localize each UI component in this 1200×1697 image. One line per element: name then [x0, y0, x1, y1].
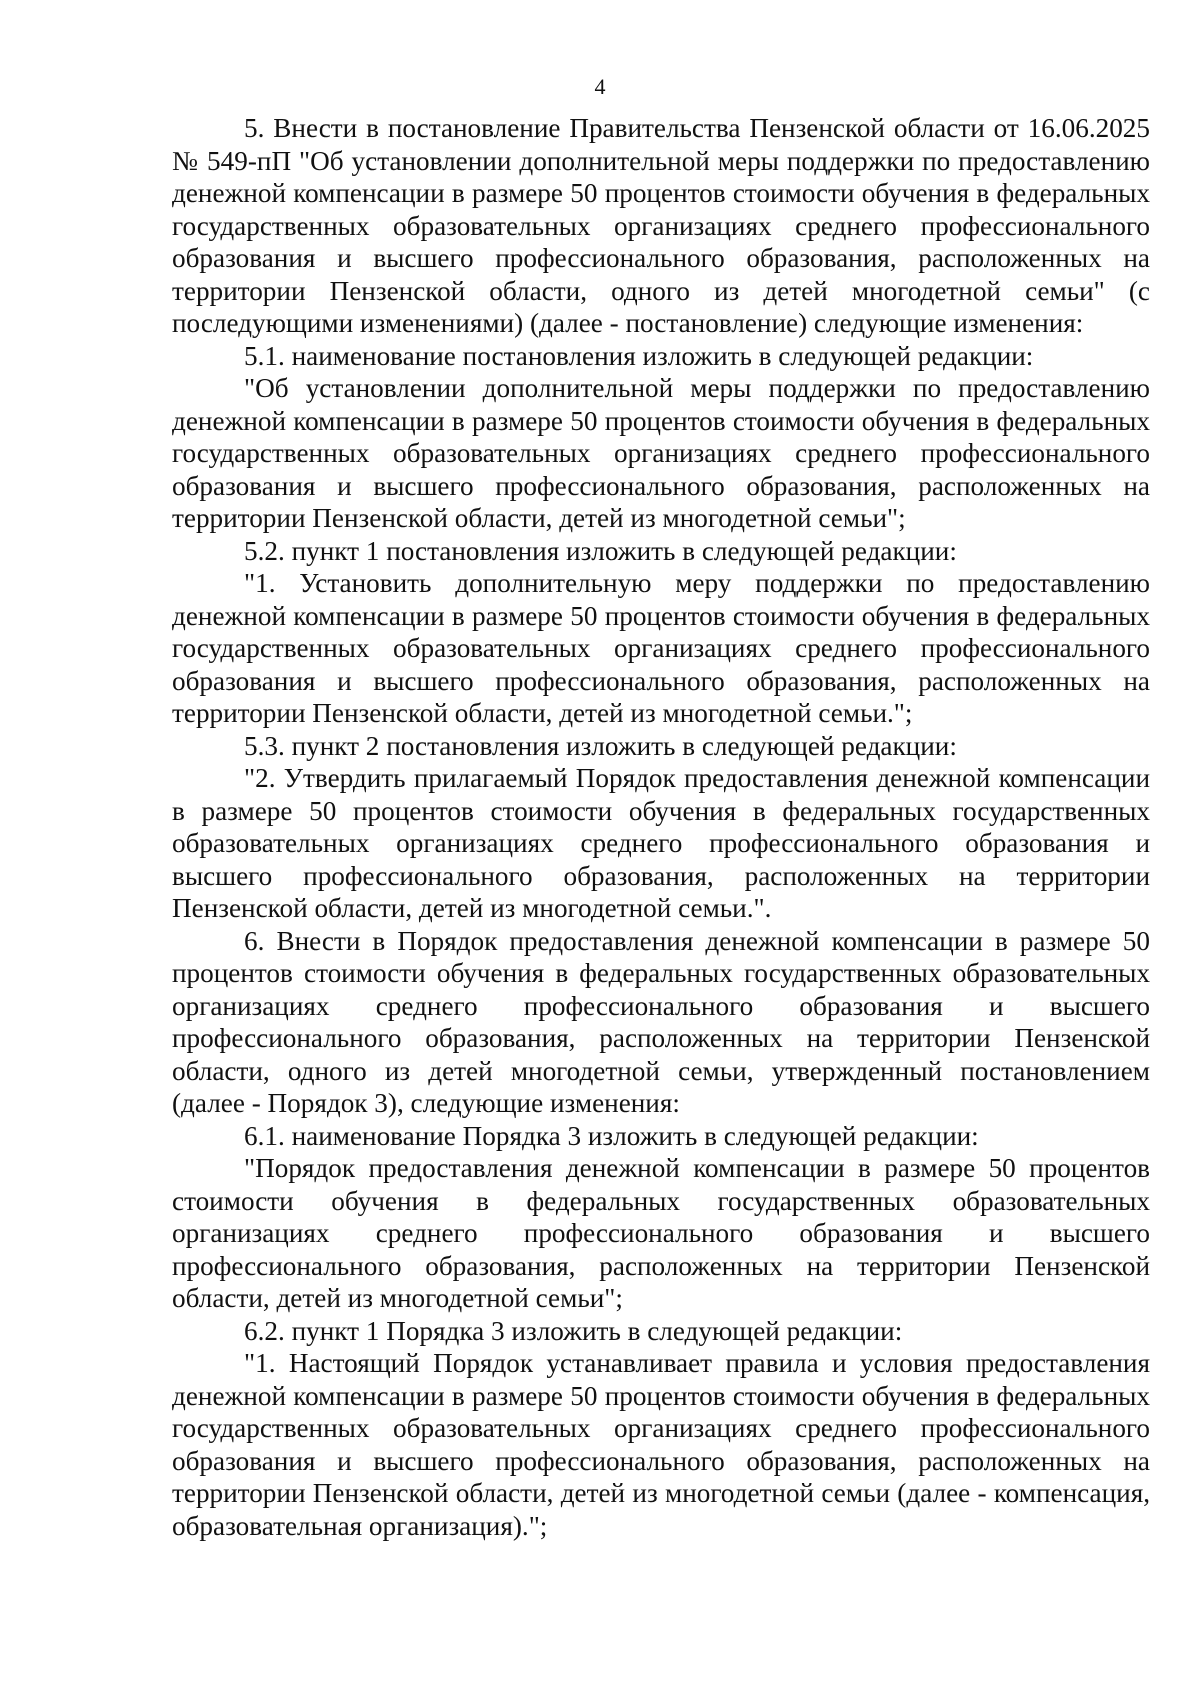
- page-number: 4: [594, 74, 606, 99]
- paragraph-6-1: 6.1. наименование Порядка 3 изложить в следующей редакции:: [244, 1120, 979, 1151]
- paragraph-6-1-text: "Порядок предоставления денежной компенсации в размере 50 процентов стоимости обучения в федеральных государственных образовательных организациях среднего профессионального образования и высшего профессионального образования, расположенных на территории Пензенской области, детей из многодетной семьи";: [172, 1153, 1150, 1313]
- paragraph-6-2-text: "1. Настоящий Порядок устанавливает правила и условия предоставления денежной компенсации в размере 50 процентов стоимости обучения в федеральных государственных образовательных организациях среднего профессионального образования и высшего профессионального образования, расположенных на территории Пензенской области, детей из многодетной семьи (далее - компенсация, образовательная организация).";: [172, 1348, 1150, 1541]
- paragraph-5-3: 5.3. пункт 2 постановления изложить в следующей редакции:: [244, 730, 957, 761]
- document-body: [172, 112, 1150, 1542]
- paragraph-6: 6. Внести в Порядок предоставления денежной компенсации в размере 50 процентов стоимости обучения в федеральных государственных образовательных организациях среднего профессионального образования и высшего профессионального образования, расположенных на территории Пензенской области, одного из детей многодетной семьи, утвержденный постановлением (далее - Порядок 3), следующие изменения:: [172, 925, 1150, 1118]
- paragraph-5-1: 5.1. наименование постановления изложить в следующей редакции:: [244, 340, 1034, 371]
- paragraph-5: 5. Внести в постановление Правительства Пензенской области от 16.06.2025 № 549-пП "Об установлении дополнительной меры поддержки по предоставлению денежной компенсации в размере 50 процентов стоимости обучения в федеральных государственных образовательных организациях среднего профессионального образования и высшего профессионального образования, расположенных на территории Пензенской области, одного из детей многодетной семьи" (с последующими изменениями) (далее - постановление) следующие изменения:: [172, 113, 1150, 338]
- paragraph-5-1-text: "Об установлении дополнительной меры поддержки по предоставлению денежной компенсации в размере 50 процентов стоимости обучения в федеральных государственных образовательных организациях среднего профессионального образования и высшего профессионального образования, расположенных на территории Пензенской области, детей из многодетной семьи";: [172, 373, 1150, 533]
- paragraph-5-2: 5.2. пункт 1 постановления изложить в следующей редакции:: [244, 535, 957, 566]
- paragraph-5-3-text: "2. Утвердить прилагаемый Порядок предоставления денежной компенсации в размере 50 процентов стоимости обучения в федеральных государственных образовательных организациях среднего профессионального образования и высшего профессионального образования, расположенных на территории Пензенской области, детей из многодетной семьи.".: [172, 763, 1150, 923]
- paragraph-6-2: 6.2. пункт 1 Порядка 3 изложить в следующей редакции:: [244, 1315, 903, 1346]
- paragraph-5-2-text: "1. Установить дополнительную меру поддержки по предоставлению денежной компенсации в размере 50 процентов стоимости обучения в федеральных государственных образовательных организациях среднего профессионального образования и высшего профессионального образования, расположенных на территории Пензенской области, детей из многодетной семьи.";: [172, 568, 1150, 728]
